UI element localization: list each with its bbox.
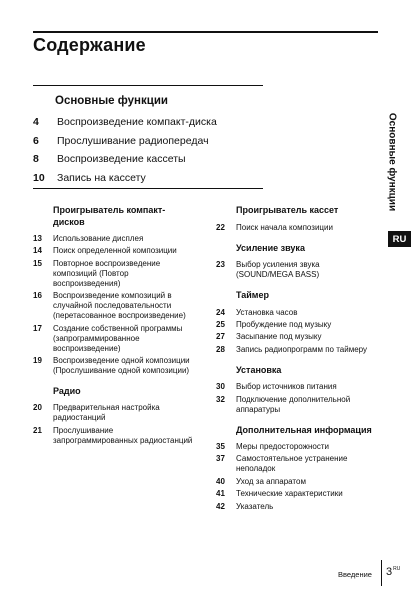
entry-page-number: 27 — [216, 332, 225, 342]
entry-page-number: 22 — [216, 222, 225, 232]
toc-section-radio — [33, 386, 193, 446]
entry-title: Технические характеристики — [236, 489, 343, 499]
entry-title: Воспроизведение композиций в случайной последовательности (перетасованное воспроизведение) — [53, 291, 186, 321]
section-heading: Проигрыватель кассет — [236, 205, 339, 215]
toc-section-cd — [33, 205, 193, 376]
entry-page-number: 30 — [216, 382, 225, 392]
overview-item-label: Воспроизведение кассеты — [57, 153, 186, 166]
toc-entry[interactable] — [33, 291, 193, 321]
entry-title: Воспроизведение одной композиции (Прослушивание одной композиции) — [53, 355, 190, 375]
side-tab — [384, 92, 400, 232]
entry-page-number: 15 — [33, 258, 42, 268]
toc-left-column — [33, 205, 193, 456]
section-heading: Дополнительная информация — [236, 424, 372, 435]
entry-page-number: 20 — [33, 403, 42, 413]
section-heading: Радио — [53, 385, 81, 396]
toc-entry[interactable] — [216, 382, 376, 392]
overview-page-number: 10 — [33, 171, 45, 184]
overview-bottom-rule — [33, 188, 263, 189]
overview-page-number: 8 — [33, 153, 39, 166]
entry-title: Использование дисплея — [53, 234, 144, 243]
entry-title: Самостоятельное устранение неполадок — [236, 454, 348, 474]
entry-page-number: 28 — [216, 344, 225, 354]
section-heading: Проигрыватель компакт-дисков — [53, 205, 166, 227]
entry-title: Предварительная настройка радиостанций — [53, 403, 160, 423]
toc-entry[interactable] — [216, 489, 376, 499]
page-number — [386, 566, 400, 578]
entry-title: Меры предосторожности — [236, 442, 329, 452]
overview-item[interactable] — [33, 169, 217, 188]
side-tab-label: Основные функции — [386, 112, 398, 212]
entry-page-number: 13 — [33, 234, 42, 243]
entry-title: Повторное воспроизведение композиций (Повтор воспроизведения) — [53, 258, 161, 288]
section-heading: Усиление звука — [236, 242, 305, 253]
footer-divider — [381, 560, 382, 586]
entry-page-number: 40 — [216, 476, 225, 486]
overview-title: Основные функции — [55, 95, 168, 107]
entry-title: Засыпание под музыку — [236, 332, 322, 342]
entry-page-number: 25 — [216, 319, 225, 329]
language-badge: RU — [388, 231, 411, 247]
entry-title: Поиск начала композиции — [236, 222, 333, 232]
entry-title: Указатель — [236, 501, 274, 511]
toc-section-sound — [216, 243, 376, 281]
entry-title: Запись радиопрограмм по таймеру — [236, 344, 368, 354]
entry-page-number: 32 — [216, 394, 225, 404]
entry-title: Уход за аппаратом — [236, 476, 306, 486]
overview-page-number: 6 — [33, 134, 39, 147]
overview-item[interactable] — [33, 150, 217, 169]
page-number-value: 3 — [386, 566, 393, 578]
toc-entry[interactable] — [33, 259, 193, 289]
toc-section-setup — [216, 365, 376, 415]
footer-section-label: Введение — [338, 570, 372, 579]
overview-item-label: Воспроизведение компакт-диска — [57, 116, 217, 129]
toc-entry[interactable] — [216, 442, 376, 452]
entry-page-number: 41 — [216, 489, 225, 499]
toc-section-timer — [216, 290, 376, 355]
toc-entry[interactable] — [216, 502, 376, 512]
entry-title: Выбор источников питания — [236, 382, 337, 392]
toc-entry[interactable] — [33, 356, 193, 376]
toc-entry[interactable] — [33, 234, 193, 244]
entry-page-number: 17 — [33, 323, 42, 333]
toc-entry[interactable] — [216, 332, 376, 342]
entry-title: Подключение дополнительной аппаратуры — [236, 394, 351, 414]
toc-entry[interactable] — [33, 403, 193, 423]
entry-page-number: 21 — [33, 425, 42, 435]
toc-entry[interactable] — [216, 345, 376, 355]
section-heading: Таймер — [236, 290, 269, 300]
toc-entry[interactable] — [216, 395, 376, 415]
toc-section-additional — [216, 425, 376, 512]
overview-list — [33, 113, 217, 187]
overview-item-label: Запись на кассету — [57, 171, 146, 184]
toc-entry[interactable] — [216, 320, 376, 330]
entry-title: Установка часов — [236, 307, 298, 317]
toc-entry[interactable] — [216, 477, 376, 487]
entry-page-number: 37 — [216, 454, 225, 464]
overview-page-number: 4 — [33, 116, 39, 129]
toc-entry[interactable] — [216, 223, 376, 233]
toc-entry[interactable] — [216, 260, 376, 280]
toc-entry[interactable] — [33, 324, 193, 354]
toc-section-cassette — [216, 205, 376, 233]
entry-page-number: 16 — [33, 291, 42, 301]
entry-page-number: 14 — [33, 246, 42, 256]
overview-top-rule — [33, 85, 263, 86]
entry-page-number: 19 — [33, 355, 42, 365]
overview-item[interactable] — [33, 132, 217, 151]
page-number-lang: RU — [393, 566, 401, 573]
toc-entry[interactable] — [216, 308, 376, 318]
entry-title: Выбор усиления звука (SOUND/MEGA BASS) — [236, 260, 320, 279]
overview-item-label: Прослушивание радиопередач — [57, 134, 209, 147]
section-heading: Установка — [236, 364, 282, 375]
entry-title: Пробуждение под музыку — [236, 319, 332, 329]
entry-title: Создание собственной программы (запрограммированное воспроизведение) — [53, 323, 183, 353]
entry-title: Поиск определенной композиции — [53, 246, 177, 256]
page-title: Содержание — [33, 35, 146, 55]
overview-item[interactable] — [33, 113, 217, 132]
entry-page-number: 35 — [216, 442, 225, 452]
entry-title: Прослушивание запрограммированных радиостанций — [53, 425, 193, 445]
toc-entry[interactable] — [33, 246, 193, 256]
entry-page-number: 42 — [216, 501, 225, 511]
title-top-rule — [33, 31, 378, 33]
toc-right-column — [216, 205, 376, 522]
entry-page-number: 23 — [216, 260, 225, 269]
entry-page-number: 24 — [216, 307, 225, 317]
toc-entry[interactable] — [216, 454, 376, 474]
toc-entry[interactable] — [33, 426, 193, 446]
